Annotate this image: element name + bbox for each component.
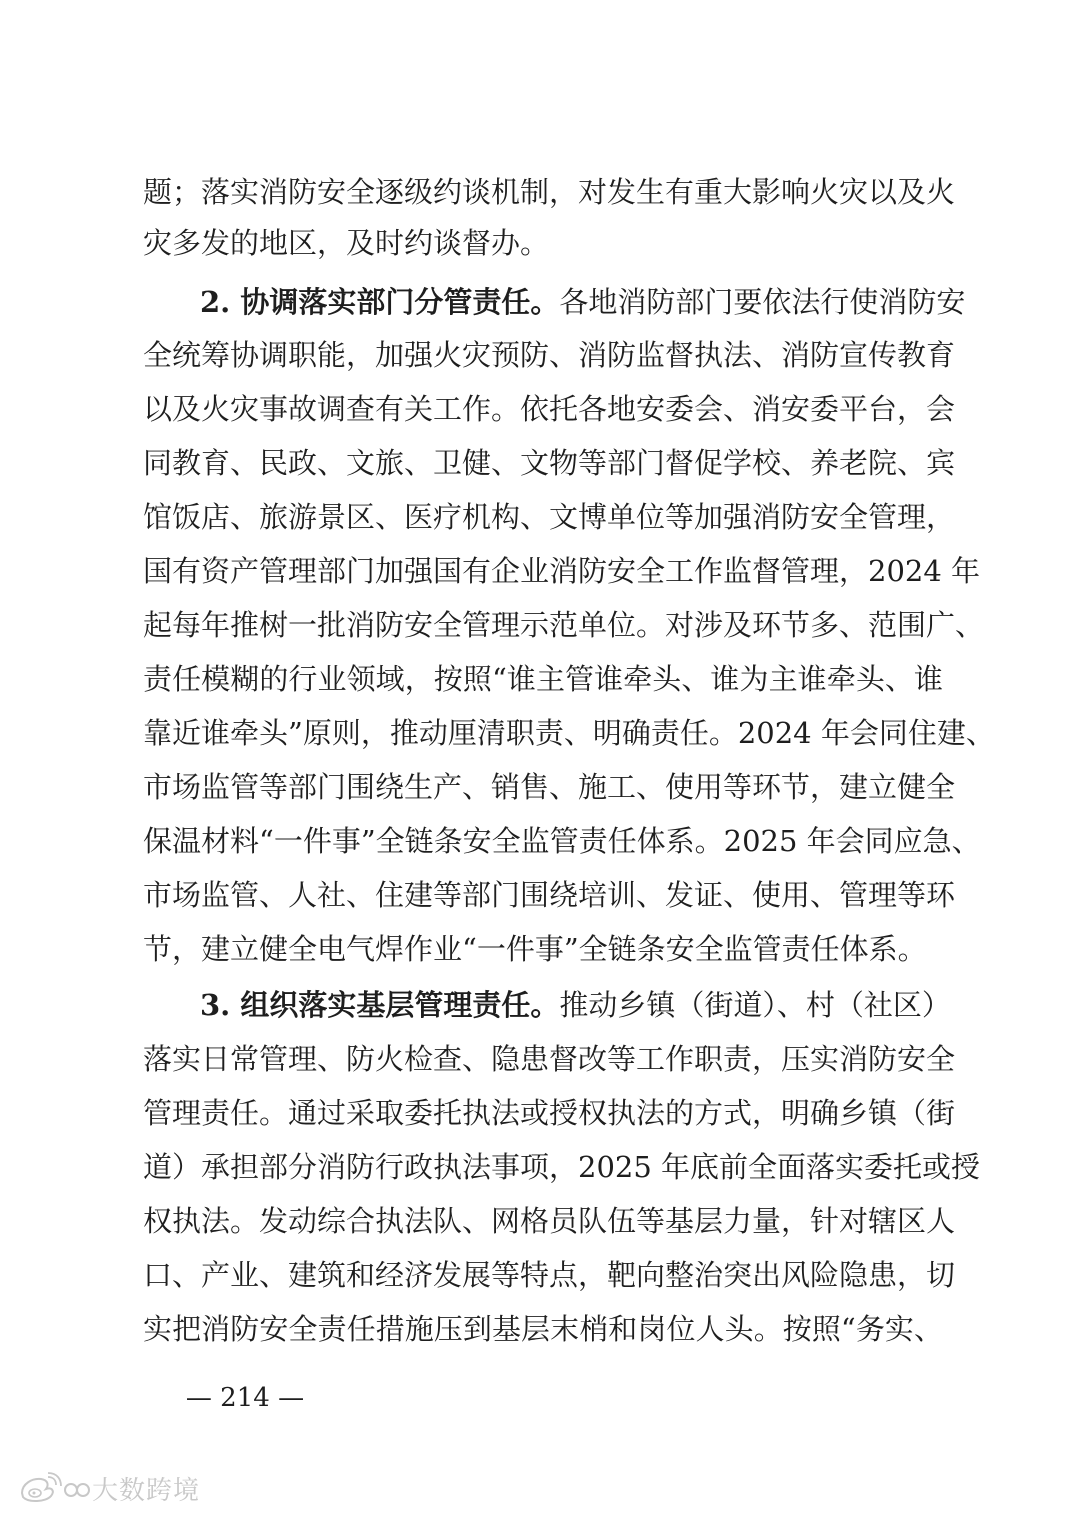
text-line: 落实日常管理、防火检查、隐患督改等工作职责，压实消防安全 (143, 1042, 956, 1076)
text-line: 以及火灾事故调查有关工作。依托各地安委会、消安委平台，会 (143, 392, 956, 426)
text-line (200, 277, 966, 327)
text-line: 节，建立健全电气焊作业“一件事”全链条安全监管责任体系。 (143, 932, 927, 966)
text-line: 灾多发的地区，及时约谈督办。 (143, 226, 550, 260)
text-line: 同教育、民政、文旅、卫健、文物等部门督促学校、养老院、宾 (143, 446, 956, 480)
text-line: 全统筹协调职能，加强火灾预防、消防监督执法、消防宣传教育 (143, 338, 956, 372)
text-line: 靠近谁牵头”原则，推动厘清职责、明确责任。2024 年会同住建、 (143, 716, 995, 750)
text-line: 权执法。发动综合执法队、网格员队伍等基层力量，针对辖区人 (143, 1204, 956, 1238)
text-line: 管理责任。通过采取委托执法或授权执法的方式，明确乡镇（街 (143, 1096, 956, 1130)
text-line: 保温材料“一件事”全链条安全监管责任体系。2025 年会同应急、 (143, 824, 981, 858)
text-line (200, 980, 951, 1030)
text-line: 责任模糊的行业领域，按照“谁主管谁牵头、谁为主谁牵头、谁 (143, 662, 943, 696)
text-line: 国有资产管理部门加强国有企业消防安全工作监督管理，2024 年 (143, 554, 981, 588)
watermark (18, 1468, 200, 1508)
text-run: 各地消防部门要依法行使消防安 (559, 285, 966, 319)
text-line: 实把消防安全责任措施压到基层末梢和岗位人头。按照“务实、 (143, 1312, 943, 1346)
watermark-text: 大数跨境 (92, 1475, 201, 1506)
section-heading: 2. 协调落实部门分管责任。 (200, 285, 560, 319)
section-heading: 3. 组织落实基层管理责任。 (200, 988, 560, 1022)
page-number: — 214 — (185, 1383, 305, 1413)
text-line: 馆饭店、旅游景区、医疗机构、文博单位等加强消防安全管理， (143, 500, 956, 534)
text-run: 推动乡镇（街道）、村（社区） (559, 988, 951, 1022)
text-line: 市场监管等部门围绕生产、销售、施工、使用等环节，建立健全 (143, 770, 956, 804)
text-line: 题；落实消防安全逐级约谈机制，对发生有重大影响火灾以及火 (143, 175, 956, 209)
text-line: 起每年推树一批消防安全管理示范单位。对涉及环节多、范围广、 (143, 608, 985, 642)
text-line: 市场监管、人社、住建等部门围绕培训、发证、使用、管理等环 (143, 878, 956, 912)
text-line: 道）承担部分消防行政执法事项，2025 年底前全面落实委托或授 (143, 1150, 981, 1184)
text-line: 口、产业、建筑和经济发展等特点，靶向整治突出风险隐患，切 (143, 1258, 956, 1292)
weibo-logo-icon (18, 1471, 90, 1505)
